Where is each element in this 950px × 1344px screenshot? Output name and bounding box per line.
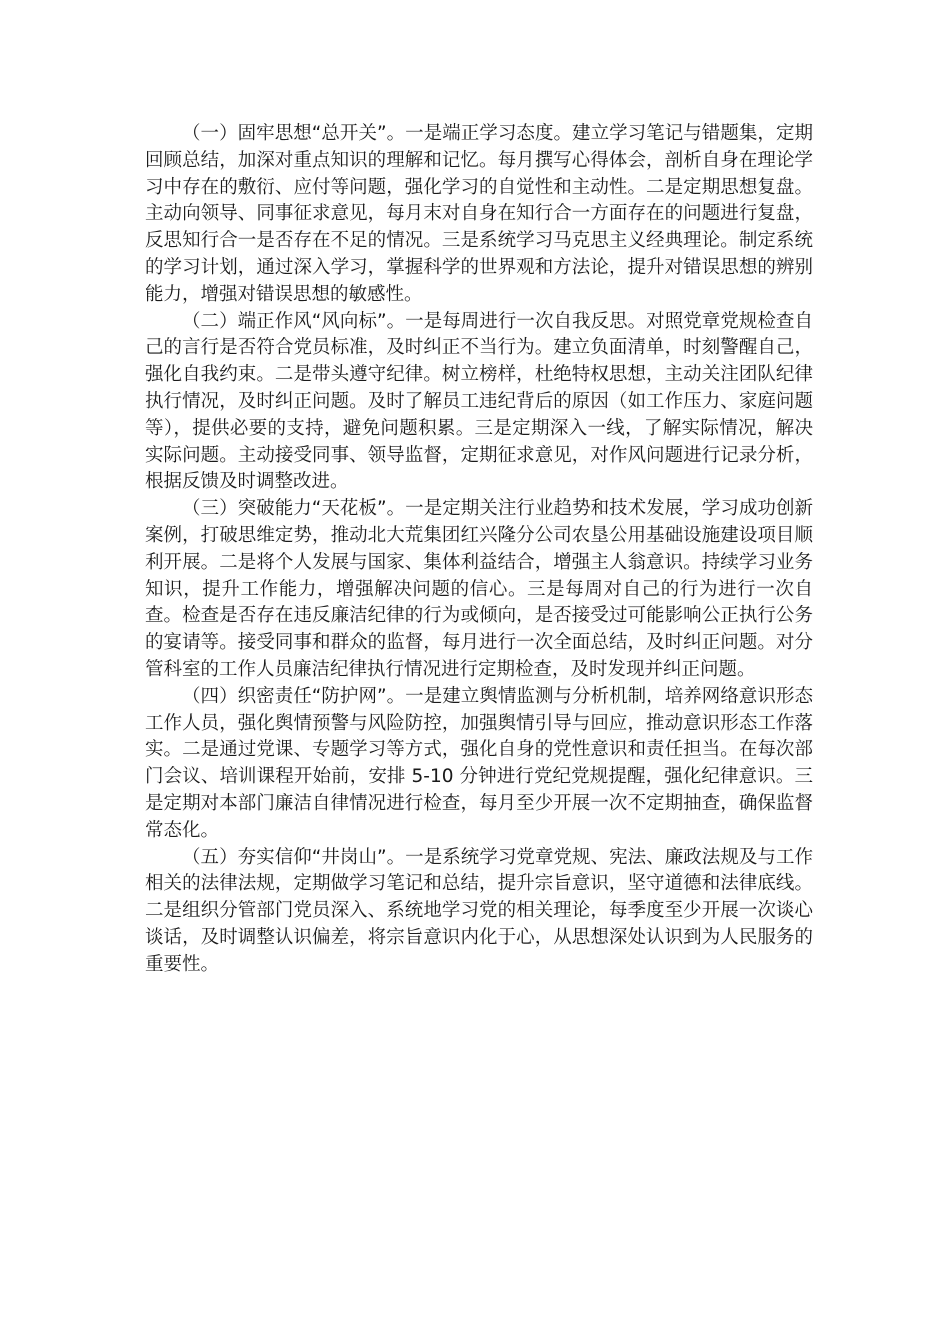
paragraph-belief: （五）夯实信仰“井岗山”。一是系统学习党章党规、宪法、廉政法规及与工作相关的法律法规，定期做学习笔记和总结，提升宗旨意识，坚守道德和法律底线。二是组织分管部门党员深入、系统地学习党的相关理论，每季度至少开展一次谈心谈话，及时调整认识偏差，将宗旨意识内化于心，从思想深处认识到为人民服务的重要性。	[145, 846, 813, 975]
paragraph-style: （二）端正作风“风向标”。一是每周进行一次自我反思。对照党章党规检查自己的言行是否符合党员标准，及时纠正不当行为。建立负面清单，时刻警醒自己，强化自我约束。二是带头遵守纪律。树立榜样，杜绝特权思想，主动关注团队纪律执行情况，及时纠正问题。及时了解员工违纪背后的原因（如工作压力、家庭问题等），提供必要的支持，避免问题积累。三是定期深入一线，了解实际情况，解决实际问题。主动接受同事、领导监督，定期征求意见，对作风问题进行记录分析，根据反馈及时调整改进。	[145, 310, 813, 493]
paragraph-ability: （三）突破能力“天花板”。一是定期关注行业趋势和技术发展，学习成功创新案例，打破思维定势，推动北大荒集团红兴隆分公司农垦公用基础设施建设项目顺利开展。二是将个人发展与国家、集体利益结合，增强主人翁意识。持续学习业务知识，提升工作能力，增强解决问题的信心。三是每周对自己的行为进行一次自查。检查是否存在违反廉洁纪律的行为或倾向，是否接受过可能影响公正执行公务的宴请等。接受同事和群众的监督，每月进行一次全面总结，及时纠正问题。对分管科室的工作人员廉洁纪律执行情况进行定期检查，及时发现并纠正问题。	[145, 498, 813, 680]
document-body	[145, 121, 813, 979]
paragraph-thought: （一）固牢思想“总开关”。一是端正学习态度。建立学习笔记与错题集，定期回顾总结，加深对重点知识的理解和记忆。每月撰写心得体会，剖析自身在理论学习中存在的敷衍、应付等问题，强化学习的自觉性和主动性。二是定期思想复盘。主动向领导、同事征求意见，每月末对自身在知行合一方面存在的问题进行复盘，反思知行合一是否存在不足的情况。三是系统学习马克思主义经典理论。制定系统的学习计划，通过深入学习，掌握科学的世界观和方法论，提升对错误思想的辨别能力，增强对错误思想的敏感性。	[145, 123, 813, 305]
paragraph-responsibility: （四）织密责任“防护网”。一是建立舆情监测与分析机制，培养网络意识形态工作人员，强化舆情预警与风险防控，加强舆情引导与回应，推动意识形态工作落实。二是通过党课、专题学习等方式，强化自身的党性意识和责任担当。在每次部门会议、培训课程开始前，安排 5-10 分钟进行党纪党规提醒，强化纪律意识。三是定期对本部门廉洁自律情况进行检查，每月至少开展一次不定期抽查，确保监督常态化。	[145, 685, 813, 841]
